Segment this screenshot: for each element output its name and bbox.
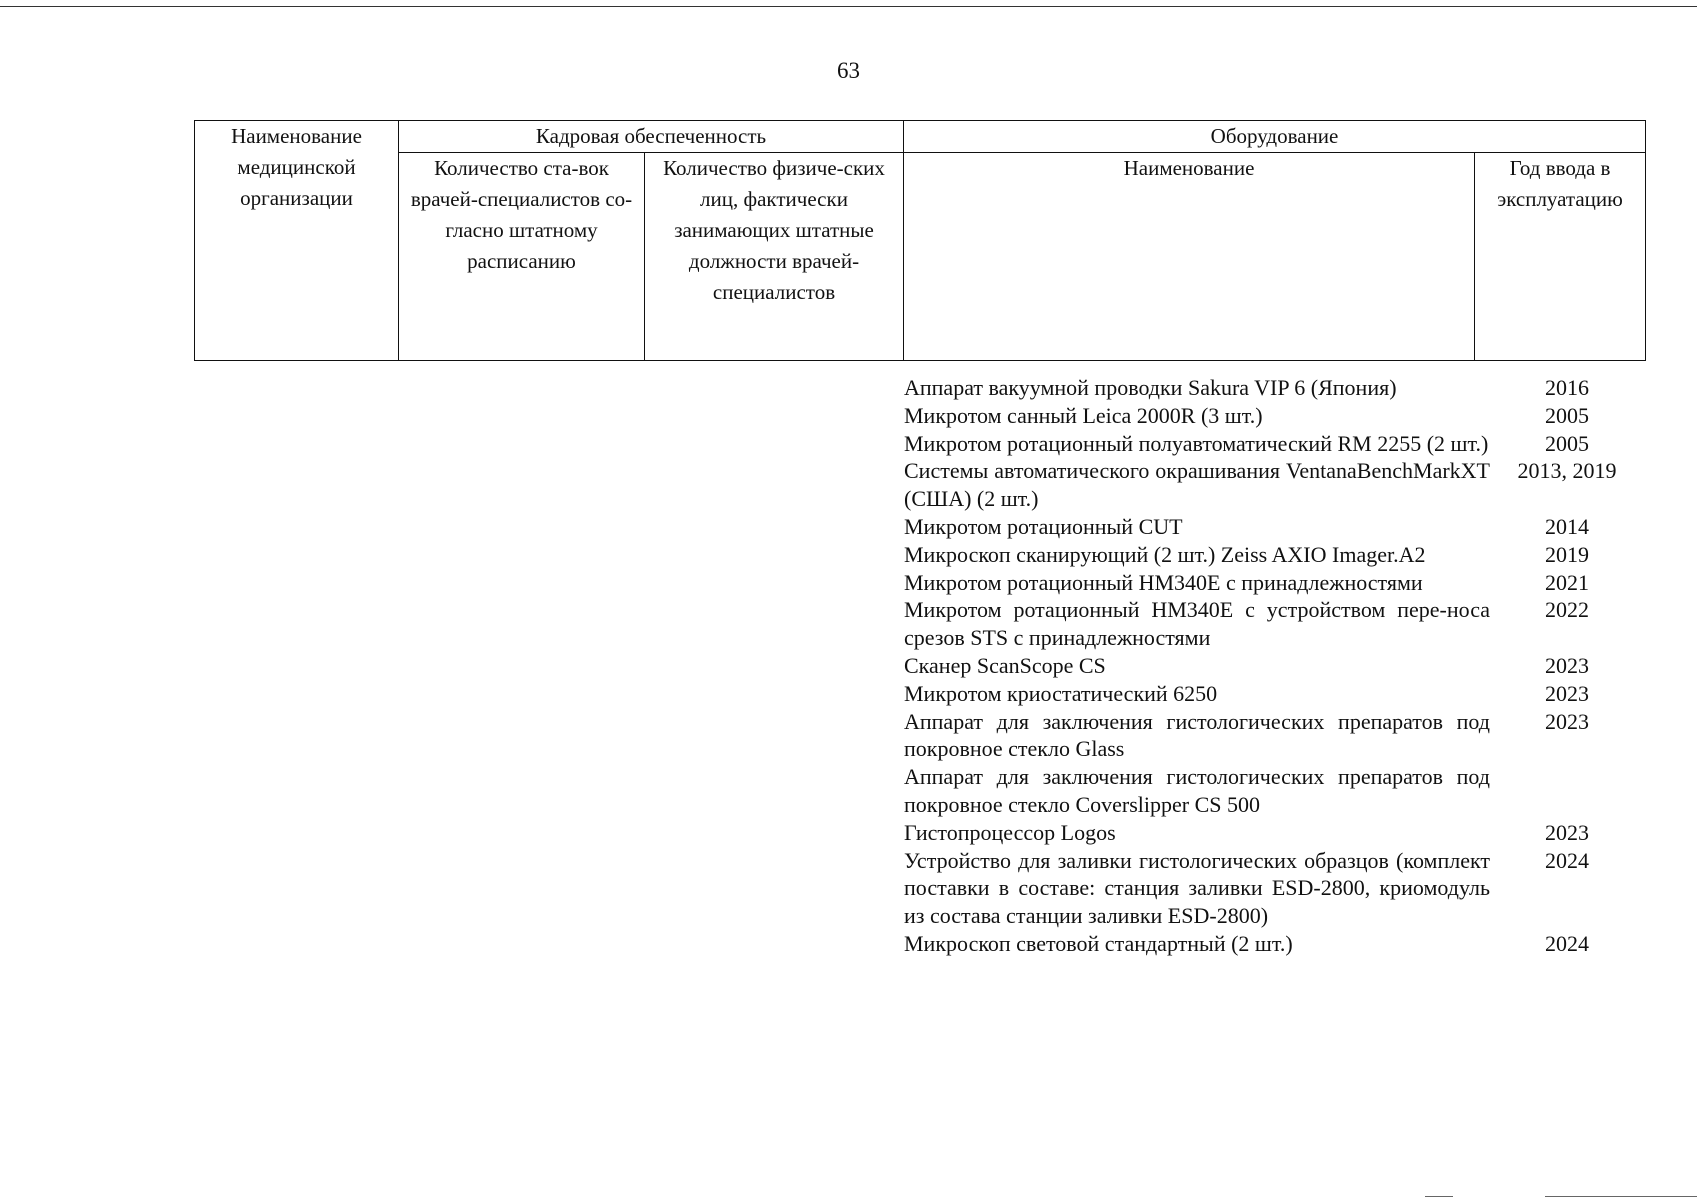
equipment-row — [904, 652, 1644, 680]
header-equipment-name-text: Наименование — [1123, 156, 1255, 180]
equipment-list — [904, 374, 1644, 958]
header-equipment-year — [1475, 153, 1646, 361]
header-equipment-text: Оборудование — [1210, 124, 1339, 148]
header-equipment-year-text: Год ввода в эксплуатацию — [1497, 156, 1623, 211]
equipment-year: 2019 — [1545, 541, 1589, 567]
equipment-name: Аппарат для заключения гистологических препаратов под покровное стекло Glass — [904, 708, 1490, 762]
header-org-name-text: Наименование медицинской организации — [231, 124, 362, 210]
equipment-row — [904, 402, 1644, 430]
equipment-name: Сканер ScanScope CS — [904, 652, 1106, 678]
equipment-name: Микротом ротационный CUT — [904, 513, 1183, 539]
equipment-year: 2023 — [1545, 652, 1589, 678]
header-staffing-text: Кадровая обеспеченность — [535, 124, 767, 148]
equipment-name: Гистопроцессор Logos — [904, 819, 1116, 845]
equipment-year: 2023 — [1545, 680, 1589, 706]
equipment-row — [904, 763, 1644, 819]
equipment-name: Микротом ротационный HM340E с принадлежностями — [904, 569, 1423, 595]
equipment-row — [904, 819, 1644, 847]
equipment-name: Микротом ротационный HM340E с устройством пере-носа срезов STS с принадлежностями — [904, 597, 1490, 651]
equipment-row — [904, 680, 1644, 708]
equipment-row — [904, 541, 1644, 569]
page-number: 63 — [837, 58, 860, 83]
equipment-name: Микротом санный Leica 2000R (3 шт.) — [904, 402, 1263, 428]
equipment-name: Системы автоматического окрашивания VentanaBenchMarkXT (США) (2 шт.) — [904, 458, 1490, 512]
equipment-row — [904, 430, 1644, 458]
equipment-row — [904, 708, 1644, 764]
header-equipment-name — [904, 153, 1475, 361]
header-staffing — [399, 121, 904, 153]
header-table — [194, 120, 1646, 361]
equipment-year: 2013, 2019 — [1517, 458, 1617, 484]
header-staff-persons-text: Количество физиче-ских лиц, фактически занимающих штатные должности врачей-специалистов — [663, 156, 885, 304]
equipment-year: 2024 — [1545, 847, 1589, 873]
equipment-year: 2014 — [1545, 513, 1589, 539]
top-page-rule — [0, 6, 1697, 7]
equipment-year: 2005 — [1545, 430, 1589, 456]
equipment-name: Микротом криостатический 6250 — [904, 680, 1218, 706]
equipment-row — [904, 569, 1644, 597]
header-staff-persons — [645, 153, 904, 361]
header-staff-rates-text: Количество ста-вок врачей-специалистов со-гласно штатному расписанию — [410, 156, 633, 273]
equipment-row — [904, 596, 1644, 652]
equipment-row — [904, 847, 1644, 930]
scan-mark — [1425, 1196, 1453, 1197]
equipment-year: 2016 — [1545, 375, 1589, 400]
equipment-year: 2022 — [1545, 597, 1589, 623]
header-staff-rates — [399, 153, 645, 361]
equipment-year: 2023 — [1545, 708, 1589, 734]
equipment-name: Аппарат для заключения гистологических препаратов под покровное стекло Coverslipper CS 500 — [904, 764, 1490, 817]
equipment-name: Микроскоп сканирующий (2 шт.) Zeiss AXIO Imager.A2 — [904, 541, 1426, 567]
equipment-year: 2021 — [1545, 569, 1589, 595]
equipment-name: Аппарат вакуумной проводки Sakura VIP 6 (Япония) — [904, 375, 1397, 400]
equipment-row — [904, 457, 1644, 513]
equipment-name: Устройство для заливки гистологических образцов (комплект поставки в составе: станция заливки ESD-2800, криомодуль из состава станции заливки ESD-2800) — [904, 847, 1490, 929]
equipment-year: 2024 — [1545, 930, 1589, 956]
header-org-name — [195, 121, 399, 361]
scan-mark — [1545, 1196, 1697, 1197]
header-equipment — [904, 121, 1646, 153]
equipment-row — [904, 513, 1644, 541]
equipment-year: 2023 — [1545, 819, 1589, 845]
equipment-row — [904, 374, 1644, 402]
equipment-name: Микроскоп световой стандартный (2 шт.) — [904, 930, 1293, 956]
equipment-row — [904, 930, 1644, 958]
equipment-year: 2005 — [1545, 402, 1589, 428]
equipment-name: Микротом ротационный полуавтоматический RM 2255 (2 шт.) — [904, 430, 1489, 456]
